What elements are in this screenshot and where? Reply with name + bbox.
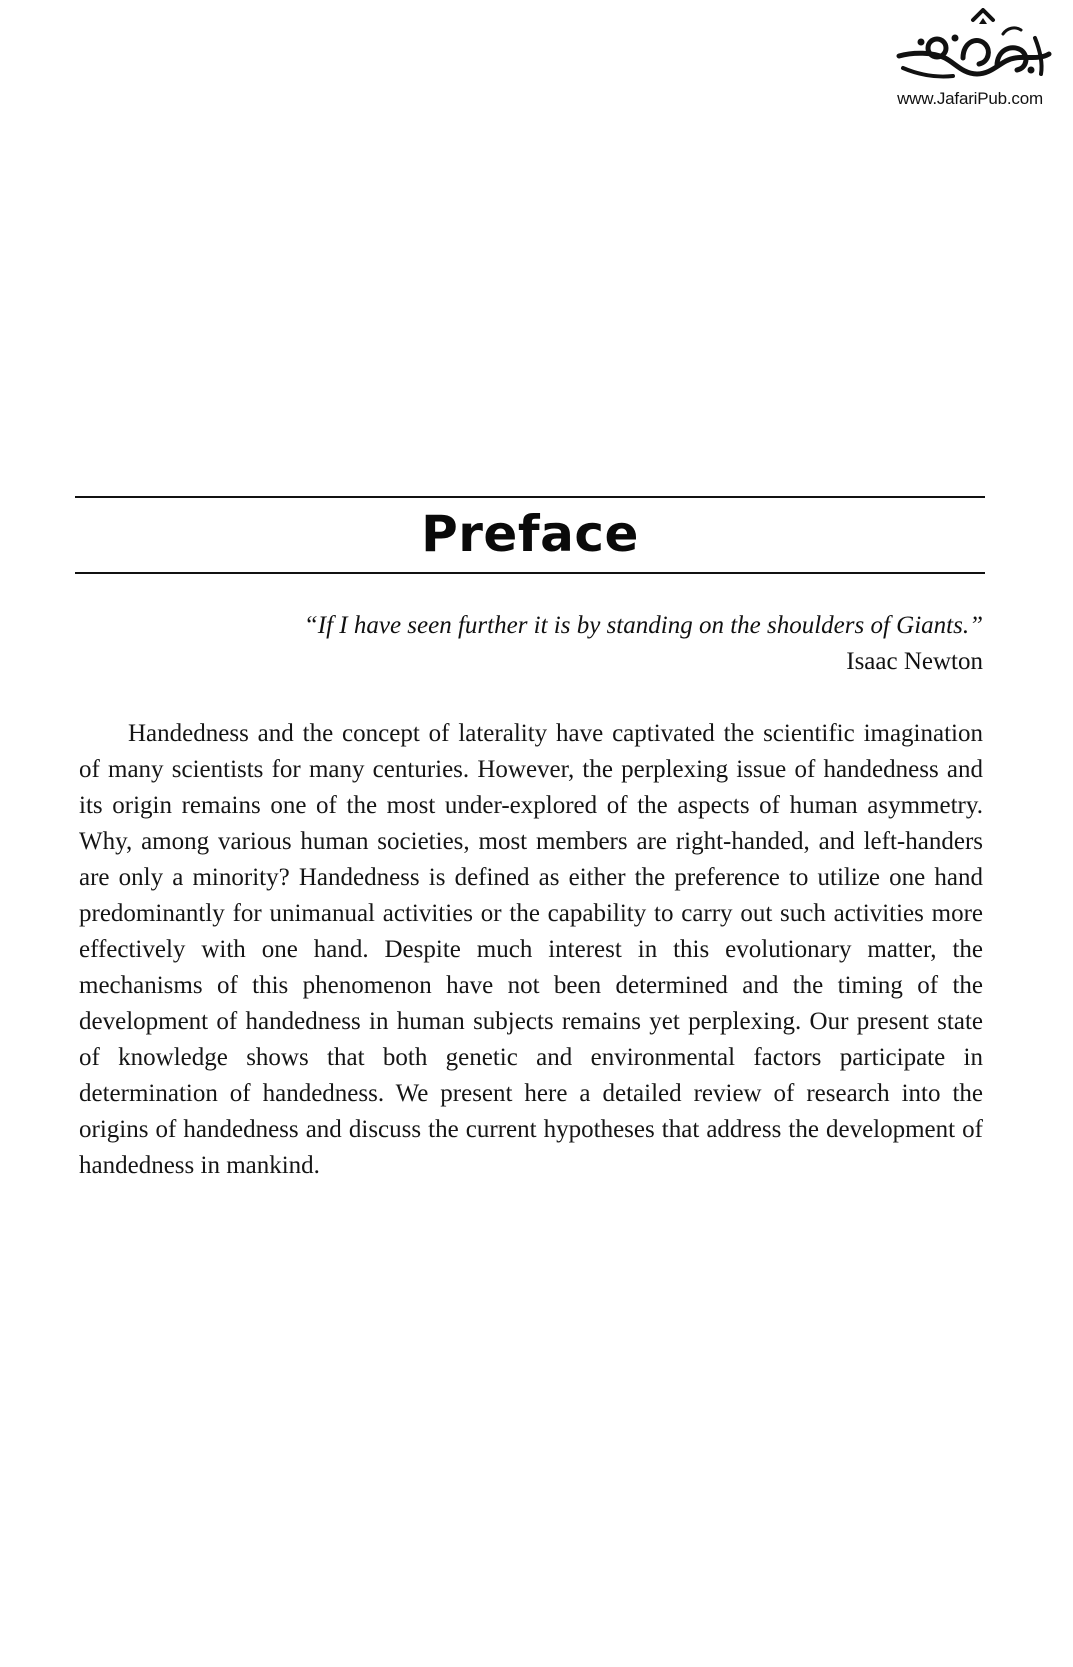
epigraph-author: Isaac Newton [846,648,983,675]
page-title: Preface [421,505,639,563]
epigraph [75,608,983,680]
calligraphy-logo-icon [893,8,1053,88]
title-rule-top [75,496,985,498]
epigraph-quote: “If I have seen further it is by standing on the shoulders of Giants.” [303,612,983,639]
title-rule-bottom [75,572,985,574]
publisher-logo [885,8,1055,112]
preface-paragraph: Handedness and the concept of laterality have captivated the scientific imagination of many scientists for many centuries. However, the perplexing issue of handedness and its origin remains one of the most under-explored of the aspects of human asymmetry. Why, among various human societies, most members are right-handed, and left-handers are only a minority? Handedness is defined as either the preference to utilize one hand predominantly for unimanual activities or the capability to carry out such activities more effectively with one hand. Despite much interest in this evolutionary matter, the mechanisms of this phenomenon have not been determined and the timing of the development of handedness in human subjects remains yet perplexing. Our present state of knowledge shows that both genetic and environmental factors participate in determination of handedness. We present here a detailed review of research into the origins of handedness and discuss the current hypotheses that address the development of handedness in mankind. [79,720,983,1179]
publisher-url: www.JafariPub.com [897,89,1043,108]
